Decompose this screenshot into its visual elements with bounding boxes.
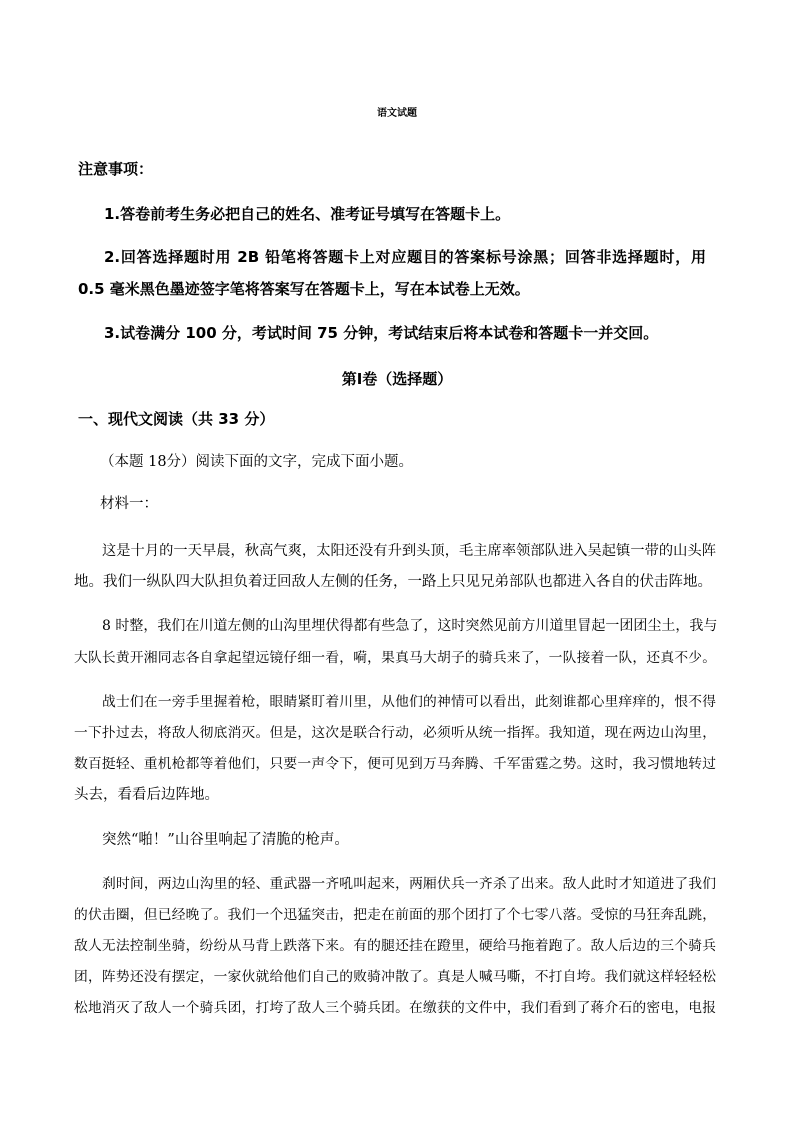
paragraph-1-line-2: 地。我们一纵队四大队担负着迂回敌人左侧的任务，一路上只见兄弟部队也都进入各自的伏击阵地。	[74, 574, 712, 590]
section-heading: 一、现代文阅读（共 33 分）	[78, 410, 275, 428]
paragraph-5-line-5: 松地消灭了敌人一个骑兵团，打垮了敌人三个骑兵团。在缴获的文件中，我们看到了蒋介石的密电，电报	[74, 1000, 716, 1016]
question-intro: （本题 18分）阅读下面的文字，完成下面小题。	[100, 454, 414, 470]
notice-item-2-line-1: 2.回答选择题时用 2B 铅笔将答题卡上对应题目的答案标号涂黑；回答非选择题时，用	[104, 248, 706, 266]
paragraph-4-line-1: 突然“啪！”山谷里响起了清脆的枪声。	[102, 832, 349, 848]
paragraph-3-line-2: 一下扑过去，将敌人彻底消灭。但是，这次是联合行动，必须听从统一指挥。我知道，现在两边山沟里，	[74, 725, 716, 741]
part-title: 第Ⅰ卷（选择题）	[341, 370, 453, 388]
paragraph-1-line-1: 这是十月的一天早晨，秋高气爽，太阳还没有升到头顶，毛主席率领部队进入吴起镇一带的山头阵	[102, 543, 716, 559]
paragraph-5-line-4: 团，阵势还没有摆定，一家伙就给他们自己的败骑冲散了。真是人喊马嘶，不打自垮。我们就这样轻轻松	[74, 969, 716, 985]
material-label: 材料一：	[100, 496, 158, 512]
paragraph-3-line-4: 头去，看看后边阵地。	[74, 787, 219, 803]
paragraph-3-line-3: 数百挺轻、重机枪都等着他们，只要一声令下，便可见到万马奔腾、千军雷霆之势。这时，我习惯地转过	[74, 756, 716, 772]
paragraph-3-line-1: 战士们在一旁手里握着枪，眼睛紧盯着川里，从他们的神情可以看出，此刻谁都心里痒痒的，恨不得	[102, 694, 716, 710]
notice-item-2-line-2: 0.5 毫米黑色墨迹签字笔将答案写在答题卡上，写在本试卷上无效。	[78, 280, 530, 298]
notice-item-3: 3.试卷满分 100 分，考试时间 75 分钟，考试结束后将本试卷和答题卡一并交回。	[104, 324, 659, 342]
page-title: 语文试题	[377, 108, 417, 119]
paragraph-2-line-2: 大队长黄开湘同志各自拿起望远镜仔细一看，嗬，果真马大胡子的骑兵来了，一队接着一队，还真不少。	[74, 650, 716, 666]
notice-item-1: 1.答卷前考生务必把自己的姓名、准考证号填写在答题卡上。	[104, 205, 511, 223]
paragraph-2-line-1: 8 时整，我们在川道左侧的山沟里埋伏得都有些急了，这时突然见前方川道里冒起一团团尘土，我与	[102, 618, 718, 634]
paragraph-5-line-2: 的伏击圈，但已经晚了。我们一个迅猛突击，把走在前面的那个团打了个七零八落。受惊的马狂奔乱跳，	[74, 907, 716, 923]
paragraph-5-line-1: 刹时间，两边山沟里的轻、重武器一齐吼叫起来，两厢伏兵一齐杀了出来。敌人此时才知道进了我们	[102, 876, 716, 892]
notice-heading: 注意事项：	[78, 160, 154, 178]
paragraph-5-line-3: 敌人无法控制坐骑，纷纷从马背上跌落下来。有的腿还挂在蹬里，硬给马拖着跑了。敌人后边的三个骑兵	[74, 938, 716, 954]
